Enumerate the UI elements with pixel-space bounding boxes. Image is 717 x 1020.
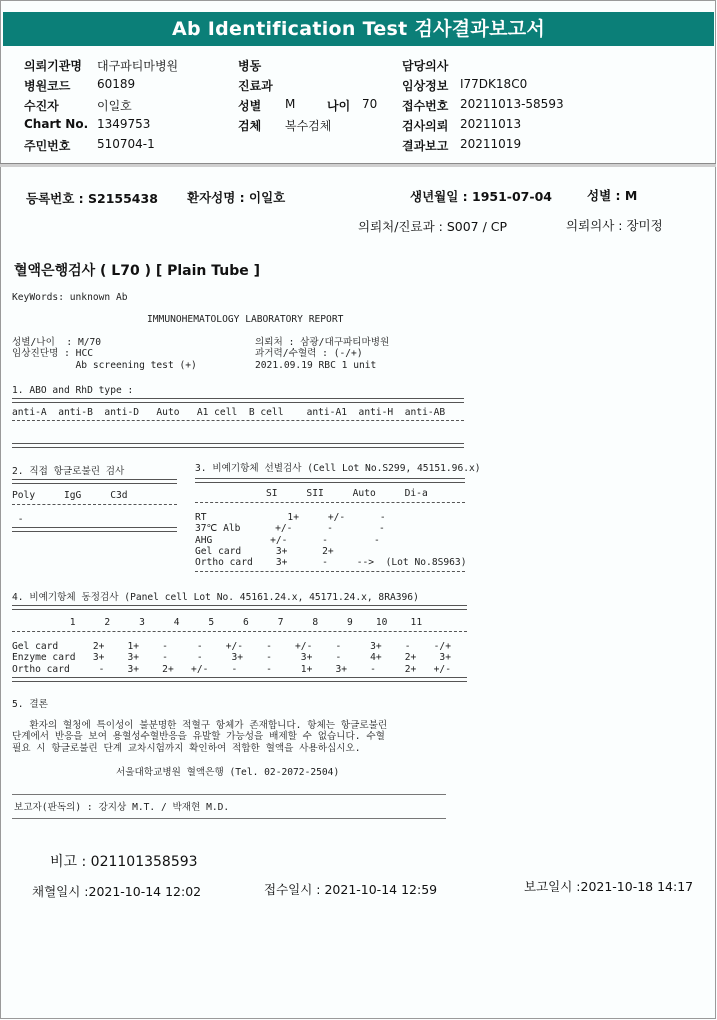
history-line: 과거력/수혈력 : (-/+) <box>255 348 363 359</box>
section3-row-ortho: Ortho card 3+ - --> (Lot No.8S963) <box>195 557 467 568</box>
lab-name: 서울대학교병원 혈액은행 (Tel. 02-2072-2504) <box>116 767 340 778</box>
reg-name: 환자성명 : 이일호 <box>187 190 286 205</box>
section1-header: anti-A anti-B anti-D Auto A1 cell B cell anti-A1 anti-H anti-AB <box>12 407 446 418</box>
keywords: KeyWords: unknown Ab <box>12 292 128 303</box>
section1-rule <box>12 420 464 421</box>
collect-time: 채혈일시 :2021-10-14 12:02 <box>32 884 202 899</box>
section5-title: 5. 결론 <box>12 699 48 710</box>
chart-value: 1349753 <box>97 117 151 131</box>
receipt-label: 접수번호 <box>402 99 449 113</box>
inst-label: 의뢰기관명 <box>24 59 82 73</box>
section4-title: 4. 비예기항체 동정검사 (Panel cell Lot No. 45161.24.x, 45171.24.x, 8RA396) <box>12 592 419 603</box>
clinical-value: I77DK18C0 <box>460 77 528 91</box>
specimen-value: 복수검체 <box>285 119 332 133</box>
section2-title: 2. 직접 항글로불린 검사 <box>12 466 125 477</box>
section3-title: 3. 비예기항체 선별검사 (Cell Lot No.S299, 45151.96.x) <box>195 463 481 474</box>
section3-rule <box>195 502 465 503</box>
rrn-value: 510704-1 <box>97 137 155 151</box>
inst-value: 대구파티마병원 <box>97 59 179 73</box>
conclusion-line-2: 단계에서 반응을 보여 용혈성수혈반응을 유발할 가능성을 배제할 수 없습니다. 수혈 <box>12 731 385 742</box>
section4-bottom-rule <box>12 677 467 682</box>
header-separator <box>0 163 716 167</box>
chart-label: Chart No. <box>24 117 89 131</box>
section2-top-rule <box>12 479 177 484</box>
section3-top-rule <box>195 478 465 483</box>
conclusion-line-3: 필요 시 항글로불린 단계 교차시험까지 확인하여 적합한 혈액을 사용하십시오. <box>12 743 361 754</box>
diagnosis-line: 임상진단명 : HCC <box>12 348 93 359</box>
patient-value: 이일호 <box>97 99 132 113</box>
report-value: 20211019 <box>460 137 522 151</box>
sex-age-line: 성별/나이 : M/70 <box>12 337 102 348</box>
remark: 비고 : 021101358593 <box>50 854 198 870</box>
section3-header: SI SII Auto Di-a <box>266 488 428 499</box>
report-title: Ab Identification Test 검사결과보고서 <box>3 12 714 46</box>
sex-value: M <box>285 97 296 111</box>
receipt-value: 20211013-58593 <box>460 97 564 111</box>
reporter-bottom-rule <box>12 818 446 819</box>
section1-title: 1. ABO and RhD type : <box>12 385 134 396</box>
ward-label: 병동 <box>238 59 262 73</box>
reg-number: 등록번호 : S2155438 <box>26 191 158 206</box>
req-value: 20211013 <box>460 117 522 131</box>
dept-label: 진료과 <box>238 79 273 93</box>
transfusion-line: 2021.09.19 RBC 1 unit <box>255 360 377 371</box>
section1-top-rule <box>12 398 464 403</box>
patient-label: 수진자 <box>24 99 59 113</box>
sex-label: 성별 <box>238 99 262 113</box>
age-label: 나이 <box>327 99 351 113</box>
section3-bottom-rule <box>195 571 465 572</box>
conclusion-line-1: 환자의 혈청에 특이성이 불분명한 적혈구 항체가 존재합니다. 항체는 항글로불린 <box>12 720 388 731</box>
age-value: 70 <box>362 97 378 111</box>
clinical-label: 임상정보 <box>402 79 449 93</box>
referrer-line: 의뢰처 : 삼광/대구파티마병원 <box>255 337 390 348</box>
req-label: 검사의뢰 <box>402 119 449 133</box>
hcode-label: 병원코드 <box>24 79 71 93</box>
reg-dept: 의뢰처/진료과 : S007 / CP <box>358 219 508 234</box>
section3-row-ahg: AHG +/- - - <box>195 535 380 546</box>
section4-row-enzyme: Enzyme card 3+ 3+ - - 3+ - 3+ - 4+ 2+ 3+ <box>12 652 451 663</box>
rrn-label: 주민번호 <box>24 139 71 153</box>
lab-title: IMMUNOHEMATOLOGY LABORATORY REPORT <box>147 314 344 325</box>
report-time: 보고일시 :2021-10-18 14:17 <box>524 879 694 894</box>
section4-header: 1 2 3 4 5 6 7 8 9 10 11 <box>12 617 423 628</box>
section2-rule <box>12 504 177 505</box>
section3-row-rt: RT 1+ +/- - <box>195 512 386 523</box>
section1-bottom-rule <box>12 443 464 448</box>
section4-rule <box>12 631 467 632</box>
reg-doctor: 의뢰의사 : 장미정 <box>566 218 663 233</box>
section2-header: Poly IgG C3d <box>12 490 128 501</box>
reg-sex: 성별 : M <box>587 188 638 203</box>
receipt-time: 접수일시 : 2021-10-14 12:59 <box>264 882 438 897</box>
reg-birth: 생년월일 : 1951-07-04 <box>410 189 552 204</box>
section3-row-alb: 37℃ Alb +/- - - <box>195 523 385 534</box>
hcode-value: 60189 <box>97 77 136 91</box>
doctor-label: 담당의사 <box>402 59 449 73</box>
specimen-label: 검체 <box>238 119 262 133</box>
section4-top-rule <box>12 605 467 610</box>
section2-bottom-rule <box>12 527 177 532</box>
section3-row-gel: Gel card 3+ 2+ <box>195 546 334 557</box>
section2-value: - <box>12 514 24 525</box>
section4-row-gel: Gel card 2+ 1+ - - +/- - +/- - 3+ - -/+ <box>12 641 451 652</box>
reporter-line: 보고자(판독의) : 강지상 M.T. / 박재현 M.D. <box>14 802 230 813</box>
exam-title: 혈액은행검사 ( L70 ) [ Plain Tube ] <box>14 263 261 279</box>
report-label: 결과보고 <box>402 139 449 153</box>
reporter-top-rule <box>12 794 446 795</box>
section4-row-ortho: Ortho card - 3+ 2+ +/- - - 1+ 3+ - 2+ +/- <box>12 664 451 675</box>
screen-line: Ab screening test (+) <box>12 360 197 371</box>
